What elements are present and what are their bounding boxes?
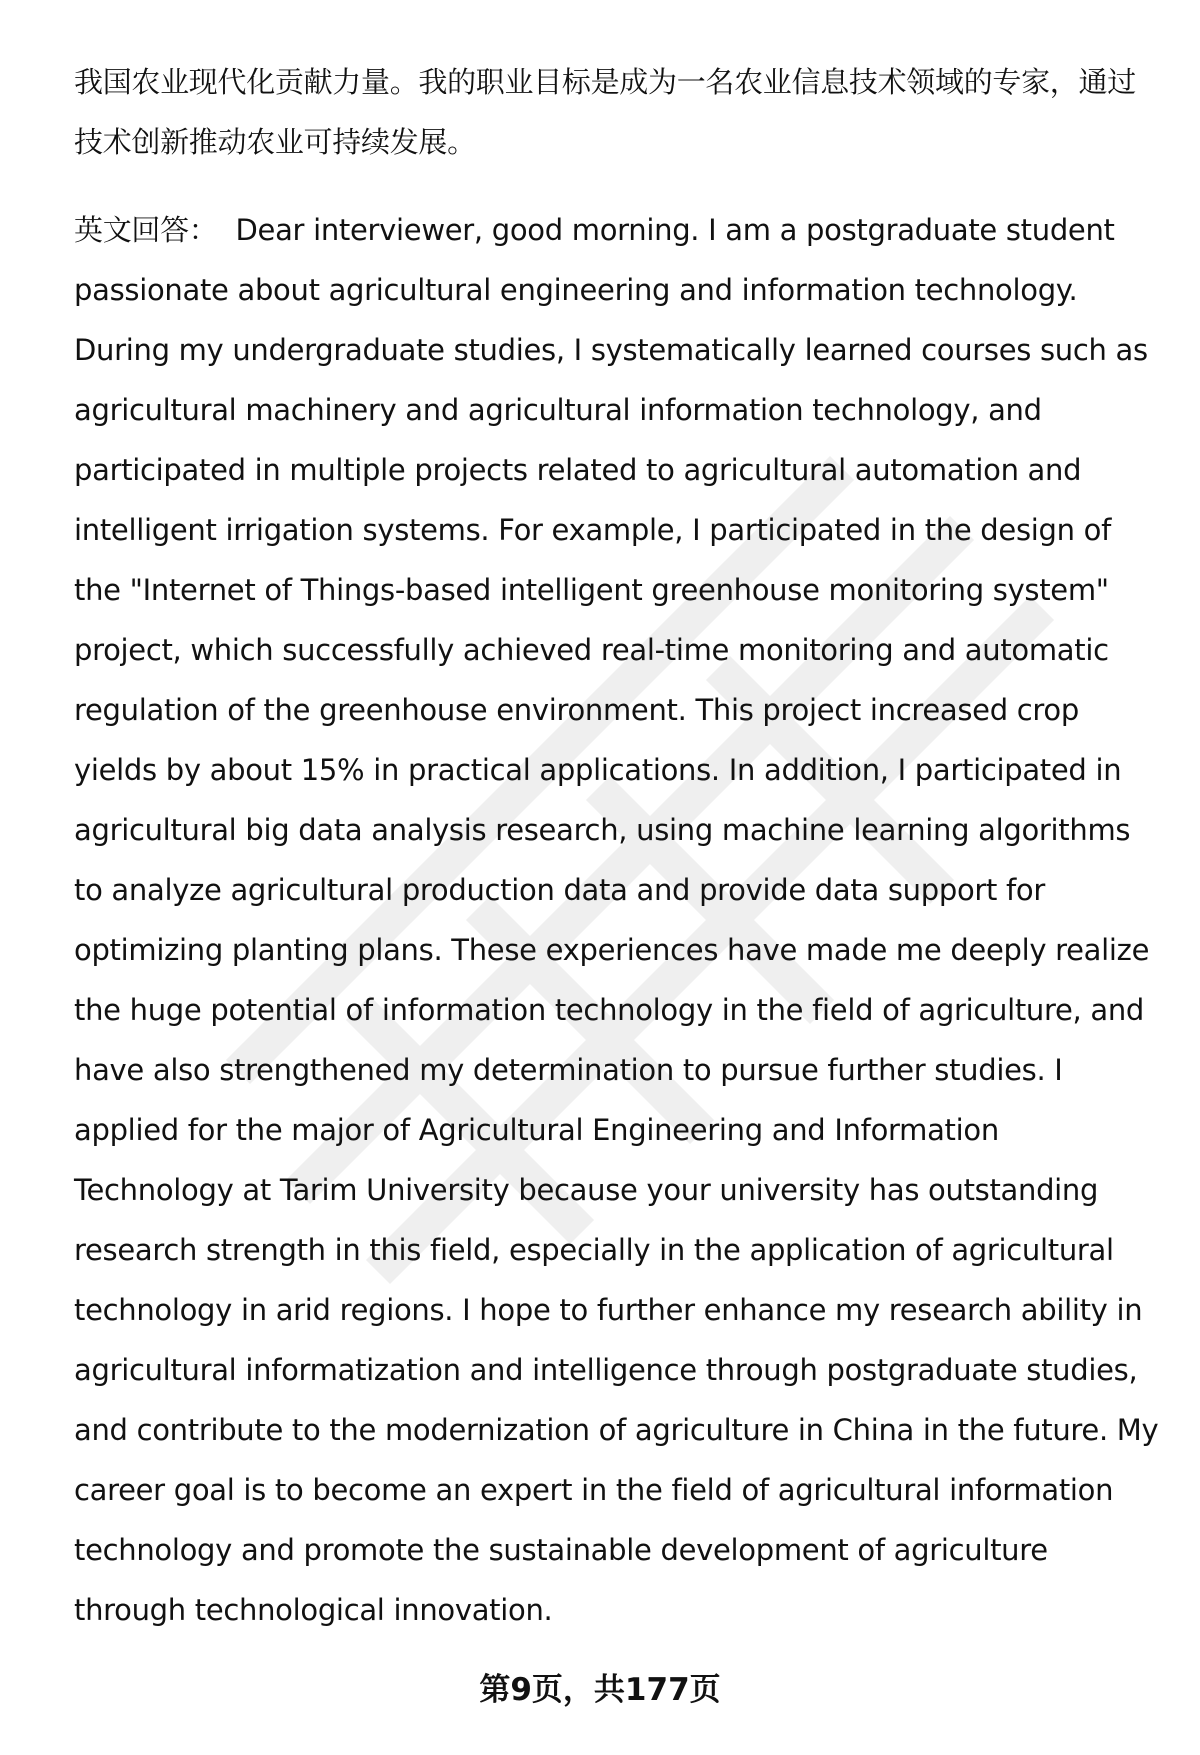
answer-text: Dear interviewer, good morning. I am a postgraduate student passionate about agricultural engineering and information technology. During my undergraduate studies, I systematically learned courses such as agricultural machinery and agricultural information technology, and participated in multiple projects related to agricultural automation and intelligent irrigation systems. For example, I participated in the design of the "Internet of Things-based intelligent greenhouse monitoring system" project, which successfully achieved real-time monitoring and automatic regulation of the greenhouse environment. This project increased crop yields by about 15% in practical applications. In addition, I participated in agricultural big data analysis research, using machine learning algorithms to analyze agricultural production data and provide data support for optimizing planting plans. These experiences have made me deeply realize the huge potential of information technology in the field of agriculture, and have also strengthened my determination to pursue further studies. I applied for the major of Agricultural Engineering and Information Technology at Tarim University because your university has outstanding research strength in this field, especially in the application of agricultural technology in arid regions. I hope to further enhance my research ability in agricultural informatization and intelligence through postgraduate studies, and contribute to the modernization of agriculture in China in the future. My career goal is to become an expert in the field of agricultural information technology and promote the sustainable development of agriculture through technological innovation. [74, 213, 1159, 1627]
page-number-footer: 第9页，共177页 [479, 1672, 721, 1708]
intro-paragraph: 我国农业现代化贡献力量。我的职业目标是成为一名农业信息技术领域的专家，通过技术创新推动农业可持续发展。 [74, 65, 1136, 159]
english-answer-paragraph [74, 200, 1164, 1640]
answer-label: 英文回答： [74, 213, 218, 247]
